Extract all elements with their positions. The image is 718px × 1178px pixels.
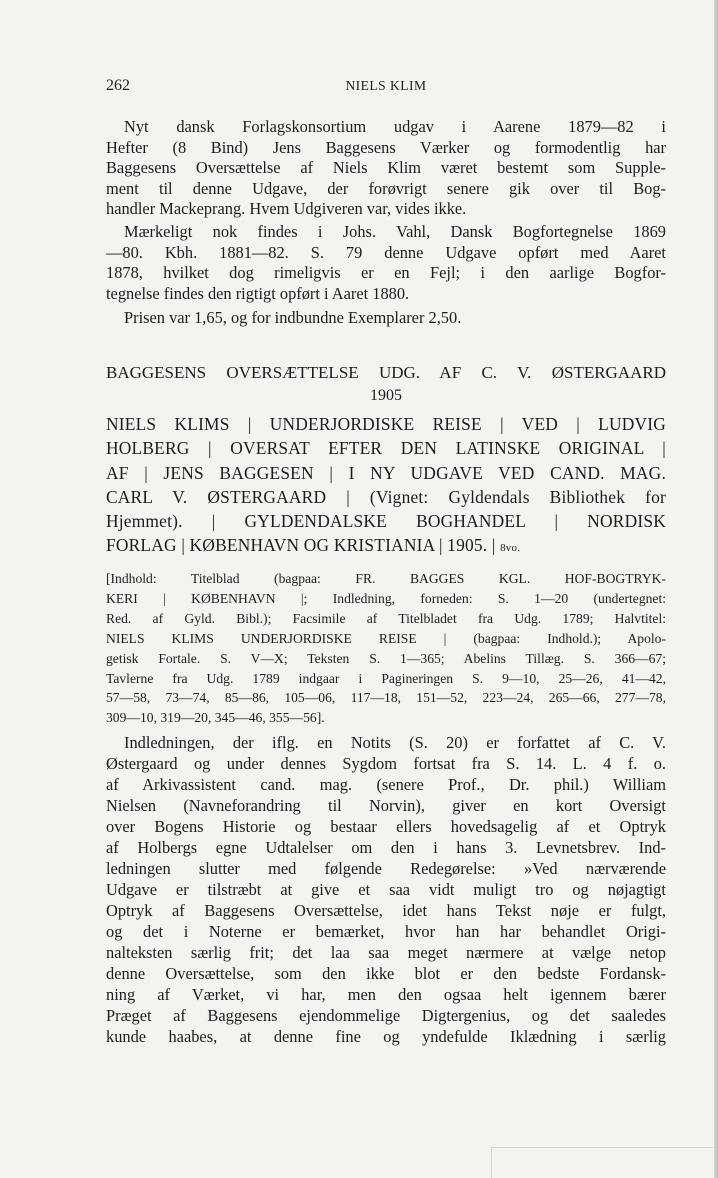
paragraph-price	[106, 308, 666, 329]
note-line: Red. af Gyld. Bibl.); Facsimile af Titelbladet fra Udg. 1789; Halvtitel:	[106, 610, 666, 626]
title-line: NIELS KLIMS | UNDERJORDISKE REISE | VED | LUDVIG	[106, 414, 666, 434]
text-line: Udgave er tilstræbt at give et saa vidt muligt tro og nøjagtigt	[106, 880, 666, 899]
page-corner-mark	[491, 1147, 714, 1178]
text-line: —80. Kbh. 1881—82. S. 79 denne Udgave opført med Aaret	[106, 242, 666, 262]
text-line: handler Mackeprang. Hvem Udgiveren var, vides ikke.	[106, 199, 467, 219]
title-line: AF | JENS BAGGESEN | I NY UDGAVE VED CAND. MAG.	[106, 462, 666, 483]
text-line: Nyt dansk Forlagskonsortium udgav i Aarene 1879—82 i	[124, 117, 666, 136]
title-line-last	[106, 533, 666, 560]
text-line: Baggesens Oversættelse af Niels Klim været bestemt som Supple-	[106, 158, 666, 178]
note-line: getisk Fortale. S. V—X; Teksten S. 1—365; Abelins Tillæg. S. 366—67;	[106, 650, 666, 666]
contents-note	[106, 569, 666, 728]
note-line: KERI | KØBENHAVN |; Indledning, forneden: S. 1—20 (undertegnet:	[106, 590, 666, 606]
note-line: NIELS KLIMS UNDERJORDISKE REISE | (bagpaa: Indhold.); Apolo-	[106, 630, 666, 646]
page-edge	[714, 0, 718, 1178]
text-line: Hefter (8 Bind) Jens Baggesens Værker og formodentlig har	[106, 137, 666, 157]
title-line: Hjemmet). | GYLDENDALSKE BOGHANDEL | NORDISK	[106, 511, 666, 532]
text-line: nalteksten særlig frit; det laa saa meget nærmere at vælge netop	[106, 943, 666, 962]
text-line: ment til denne Udgave, der forøvrigt senere gik over til Bog-	[106, 178, 666, 198]
section-heading-year: 1905	[370, 387, 402, 404]
running-title: NIELS KLIM	[345, 78, 427, 93]
note-line: 57—58, 73—74, 85—86, 105—06, 117—18, 151—52, 223—24, 265—66, 277—78,	[106, 690, 666, 706]
text-line: over Bogens Historie og bestaar ellers hovedsagelig af et Optryk	[106, 817, 666, 836]
text-line: ning af Værket, vi har, men den ogsaa helt igennem bærer	[106, 985, 666, 1004]
text-line: ledningen slutter med følgende Redegørelse: »Ved nærværende	[106, 859, 666, 878]
section-year	[106, 386, 666, 406]
text-line: tegnelse findes den rigtigt opført i Aaret 1880.	[106, 283, 410, 303]
paragraph-introduction	[106, 732, 666, 1047]
section-heading	[106, 363, 666, 383]
text-line: Nielsen (Navneforandring til Norvin), giver en kort Oversigt	[106, 796, 666, 815]
paragraph-publisher	[106, 117, 666, 220]
text-line: Indledningen, der iflg. en Notits (S. 20) er forfattet af C. V.	[124, 733, 666, 752]
text-line: Optryk af Baggesens Oversættelse, idet hans Tekst nøje er fulgt,	[106, 901, 666, 920]
text-line: 1878, hvilket dog rimeligvis er en Fejl; i den aarlige Bogfor-	[106, 263, 666, 283]
text-line: Østergaard og under dennes Sygdom fortsat fra S. 14. L. 4 f. o.	[106, 754, 666, 773]
text-line: af Arkivassistent cand. mag. (senere Prof., Dr. phil.) William	[106, 775, 666, 794]
title-line-text: FORLAG | KØBENHAVN OG KRISTIANIA | 1905. |	[106, 535, 496, 556]
note-line: 309—10, 319—20, 345—46, 355—56].	[106, 710, 325, 726]
text-line: Mærkeligt nok findes i Johs. Vahl, Dansk Bogfortegnelse 1869	[124, 222, 666, 241]
text-line: denne Oversættelse, som den ikke blot er den bedste Fordansk-	[106, 964, 666, 983]
note-line: [Indhold: Titelblad (bagpaa: FR. BAGGES KGL. HOF-BOGTRYK-	[106, 571, 666, 586]
title-line: CARL V. ØSTERGAARD | (Vignet: Gyldendals Bibliothek for	[106, 486, 666, 507]
book-format: 8vo.	[500, 542, 521, 555]
paragraph-bibliography	[106, 222, 666, 304]
section-heading-line: BAGGESENS OVERSÆTTELSE UDG. AF C. V. ØSTERGAARD	[106, 363, 666, 382]
title-line: HOLBERG | OVERSAT EFTER DEN LATINSKE ORIGINAL |	[106, 438, 666, 459]
note-line: Tavlerne fra Udg. 1789 indgaar i Pagineringen S. 9—10, 25—26, 41—42,	[106, 670, 666, 686]
text-line: kunde haabes, at denne fine og yndefulde Iklædning i særlig	[106, 1027, 666, 1046]
title-page-transcription	[106, 412, 666, 561]
text-line: af Holbergs egne Udtalelser om den i hans 3. Levnetsbrev. Ind-	[106, 838, 666, 857]
text-line: Prisen var 1,65, og for indbundne Exemplarer 2,50.	[124, 308, 462, 327]
page-number: 262	[106, 77, 130, 94]
text-line: og det i Noterne er bemærket, hvor han har behandlet Origi-	[106, 922, 666, 941]
text-line: Præget af Baggesens ejendommelige Digtergenius, og det saaledes	[106, 1006, 666, 1025]
page-header	[106, 77, 666, 99]
